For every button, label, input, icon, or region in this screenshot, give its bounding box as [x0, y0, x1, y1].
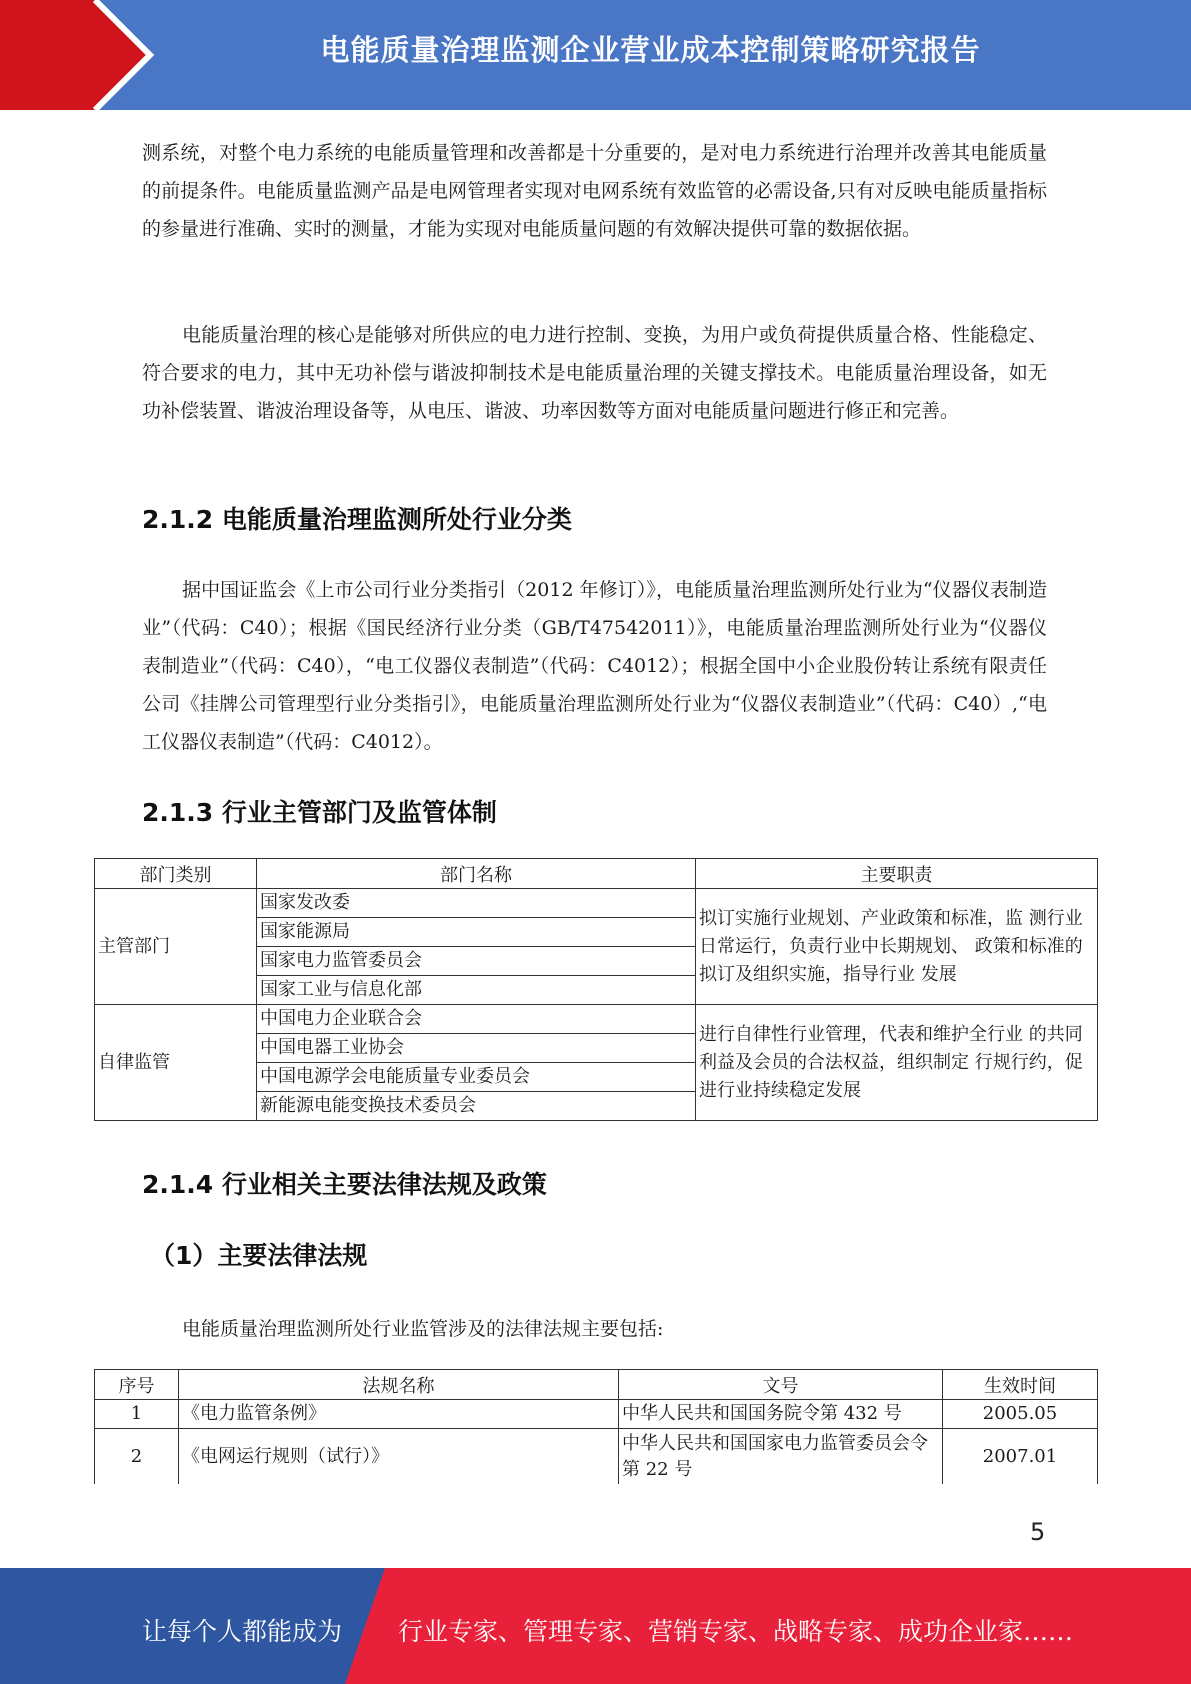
dept-name-cell: 中国电源学会电能质量专业委员会 — [257, 1063, 696, 1092]
dept-name-cell: 国家发改委 — [257, 889, 696, 918]
dept-name-cell: 新能源电能变换技术委员会 — [257, 1092, 696, 1121]
dept-name-cell: 国家工业与信息化部 — [257, 976, 696, 1005]
page-bottom-margin — [0, 1484, 1191, 1568]
category-cell: 自律监管 — [95, 1005, 257, 1121]
dept-name-cell: 国家电力监管委员会 — [257, 947, 696, 976]
table-header-row — [95, 1370, 1098, 1400]
subsection-heading-1: （1）主要法律法规 — [150, 1241, 368, 1270]
paragraph-4: 电能质量治理监测所处行业监管涉及的法律法规主要包括: — [182, 1318, 664, 1340]
paragraph-1: 测系统，对整个电力系统的电能质量管理和改善都是十分重要的，是对电力系统进行治理并改善其电能质量的前提条件。电能质量监测产品是电网管理者实现对电网系统有效监管的必需设备,只有对反映电能质量指标的参量进行准确、实时的测量，才能为实现对电能质量问题的有效解决提供可靠的数据依据。 — [142, 142, 1047, 240]
header-number: 序号 — [95, 1370, 179, 1400]
effective-date-cell: 2005.05 — [943, 1400, 1098, 1429]
footer-slogan-left: 让每个人都能成为 — [142, 1617, 343, 1646]
dept-name-cell: 国家能源局 — [257, 918, 696, 947]
header-doc-number: 文号 — [619, 1370, 943, 1400]
law-table — [94, 1369, 1098, 1485]
report-title: 电能质量治理监测企业营业成本控制策略研究报告 — [320, 33, 981, 67]
table-row — [95, 1429, 1098, 1485]
section-heading-2-1-2: 2.1.2 电能质量治理监测所处行业分类 — [142, 505, 572, 534]
footer-slogan-right: 行业专家、管理专家、营销专家、战略专家、成功企业家…… — [398, 1617, 1074, 1646]
section-heading-2-1-3: 2.1.3 行业主管部门及监管体制 — [142, 798, 497, 827]
header-law-name: 法规名称 — [179, 1370, 619, 1400]
table-row — [95, 1005, 1098, 1034]
category-cell: 主管部门 — [95, 889, 257, 1005]
row-number-cell: 1 — [95, 1400, 179, 1429]
duty-cell: 进行自律性行业管理，代表和维护全行业 的共同利益及会员的合法权益，组织制定 行规行约，促进行业持续稳定发展 — [696, 1005, 1098, 1121]
duty-cell: 拟订实施行业规划、产业政策和标准，监 测行业日常运行，负责行业中长期规划、 政策和标准的拟订及组织实施，指导行业 发展 — [696, 889, 1098, 1005]
law-name-cell: 《电力监管条例》 — [179, 1400, 619, 1429]
header-category: 部门类别 — [95, 859, 257, 889]
dept-name-cell: 中国电器工业协会 — [257, 1034, 696, 1063]
table-row — [95, 889, 1098, 918]
header-effective-date: 生效时间 — [943, 1370, 1098, 1400]
doc-number-cell: 中华人民共和国国务院令第 432 号 — [619, 1400, 943, 1429]
table-header-row — [95, 859, 1098, 889]
row-number-cell: 2 — [95, 1429, 179, 1485]
header-duty: 主要职责 — [696, 859, 1098, 889]
dept-name-cell: 中国电力企业联合会 — [257, 1005, 696, 1034]
section-heading-2-1-4: 2.1.4 行业相关主要法律法规及政策 — [142, 1170, 547, 1199]
table-row — [95, 1400, 1098, 1429]
header-dept-name: 部门名称 — [257, 859, 696, 889]
page-footer — [0, 1568, 1191, 1684]
doc-number-cell: 中华人民共和国国家电力监管委员会令第 22 号 — [619, 1429, 943, 1485]
paragraph-3: 据中国证监会《上市公司行业分类指引（2012 年修订）》，电能质量治理监测所处行业为“仪器仪表制造业”（代码：C40）；根据《国民经济行业分类（GB/T47542011）》，电能质量治理监测所处行业为“仪器仪表制造业”（代码：C40），“电工仪器仪表制造”（代码：C4012）；根据全国中小企业股份转让系统有限责任公司《挂牌公司管理型行业分类指引》，电能质量治理监测所处行业为“仪器仪表制造业”（代码：C40）,“电工仪器仪表制造”（代码：C4012）。 — [142, 579, 1047, 753]
department-table — [94, 858, 1098, 1121]
law-name-cell: 《电网运行规则（试行）》 — [179, 1429, 619, 1485]
page-number: 5 — [1030, 1518, 1046, 1546]
page-header — [0, 0, 1191, 110]
paragraph-2: 电能质量治理的核心是能够对所供应的电力进行控制、变换，为用户或负荷提供质量合格、性能稳定、符合要求的电力，其中无功补偿与谐波抑制技术是电能质量治理的关键支撑技术。电能质量治理设备，如无功补偿装置、谐波治理设备等，从电压、谐波、功率因数等方面对电能质量问题进行修正和完善。 — [142, 324, 1047, 422]
effective-date-cell: 2007.01 — [943, 1429, 1098, 1485]
